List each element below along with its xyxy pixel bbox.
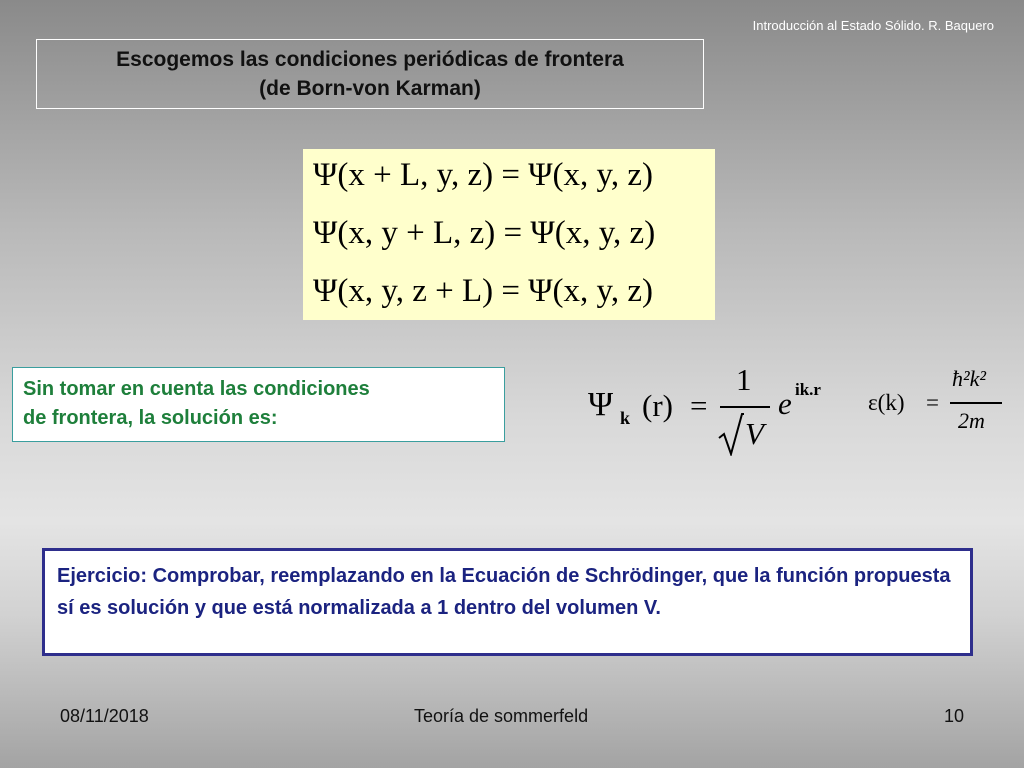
wavefunction-formula (588, 360, 848, 460)
footer-date: 08/11/2018 (60, 706, 149, 726)
boundary-equation-z: Ψ(x, y, z + L) = Ψ(x, y, z) (313, 273, 654, 309)
boundary-equation-x: Ψ(x + L, y, z) = Ψ(x, y, z) (313, 157, 654, 193)
header-credit: Introducción al Estado Sólido. R. Baquero (752, 18, 994, 33)
boundary-conditions-block (303, 149, 715, 320)
footer-title: Teoría de sommerfeld (414, 706, 589, 726)
slide-title (36, 39, 704, 109)
fraction-bar (720, 406, 770, 408)
psi-argument: (r) (642, 388, 673, 423)
page-number: 10 (944, 706, 965, 726)
energy-denominator: 2m (958, 408, 985, 433)
fraction-denominator: V (745, 416, 764, 451)
energy-formula (868, 362, 1018, 442)
note-line-2: de frontera, la solución es: (23, 407, 278, 429)
title-line-1: Escogemos las condiciones periódicas de frontera (116, 48, 624, 71)
sqrt-icon (718, 412, 744, 456)
exp-base: e (778, 386, 792, 421)
energy-numerator: ħ²k² (952, 366, 986, 391)
psi-subscript: k (620, 408, 631, 428)
energy-fraction-bar (950, 402, 1002, 404)
energy-lhs: ε(k) (868, 390, 905, 415)
boundary-equation-y: Ψ(x, y + L, z) = Ψ(x, y, z) (313, 215, 656, 251)
exercise-box: Ejercicio: Comprobar, reemplazando en la Ecuación de Schrödinger, que la función propuesta sí es solución y que está normalizada a 1 dentro del volumen V. (42, 548, 973, 656)
psi-symbol: Ψ (588, 386, 614, 423)
exp-power: ik.r (795, 380, 821, 399)
wavefunction-equals: = (690, 388, 708, 423)
note-line-1: Sin tomar en cuenta las condiciones (23, 378, 370, 400)
solution-note (12, 367, 505, 442)
energy-equals: = (926, 390, 939, 415)
fraction-numerator: 1 (736, 362, 752, 397)
title-line-2: (de Born-von Karman) (259, 77, 481, 100)
